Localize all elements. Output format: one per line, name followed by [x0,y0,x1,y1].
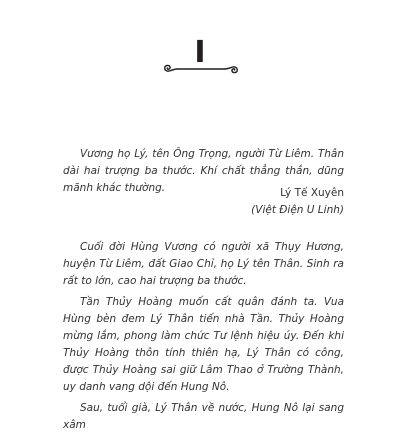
chapter-numeral: I [194,35,206,70]
body-paragraph: Sau, tuổi già, Lý Thân về nước, Hung Nô lại sang xâm [63,402,344,431]
epigraph-text: Vương họ Lý, tên Ông Trọng, người Từ Liêm. Thân dài hai trượng ba thước. Khí chất thẳng thắn, dũng mãnh khác thường. [63,148,344,194]
body-paragraph: Cuối đời Hùng Vương có người xã Thụy Hương, huyện Từ Liêm, đất Giao Chỉ, họ Lý tên Thân. Sinh ra rất to lớn, cao hai trượng ba thước. [63,241,344,287]
body-text [63,239,344,438]
epigraph-author: Lý Tế Xuyên [280,187,344,199]
epigraph-source: (Việt Điện U Linh) [251,204,344,216]
scroll-flourish-ornament [163,62,239,76]
body-paragraph: Tần Thủy Hoàng muốn cất quân đánh ta. Vua Hùng bèn đem Lý Thân tiến nhà Tần. Thủy Hoàng mừng lắm, phong làm chức Tư lệnh hiệu úy. Đến khi Thủy Hoàng thôn tính thiên hạ, Lý Thân có công, được Thủy Hoàng sai giữ Lâm Thao ở Trường Thành, uy danh vang dội đến Hung Nô. [63,296,344,393]
